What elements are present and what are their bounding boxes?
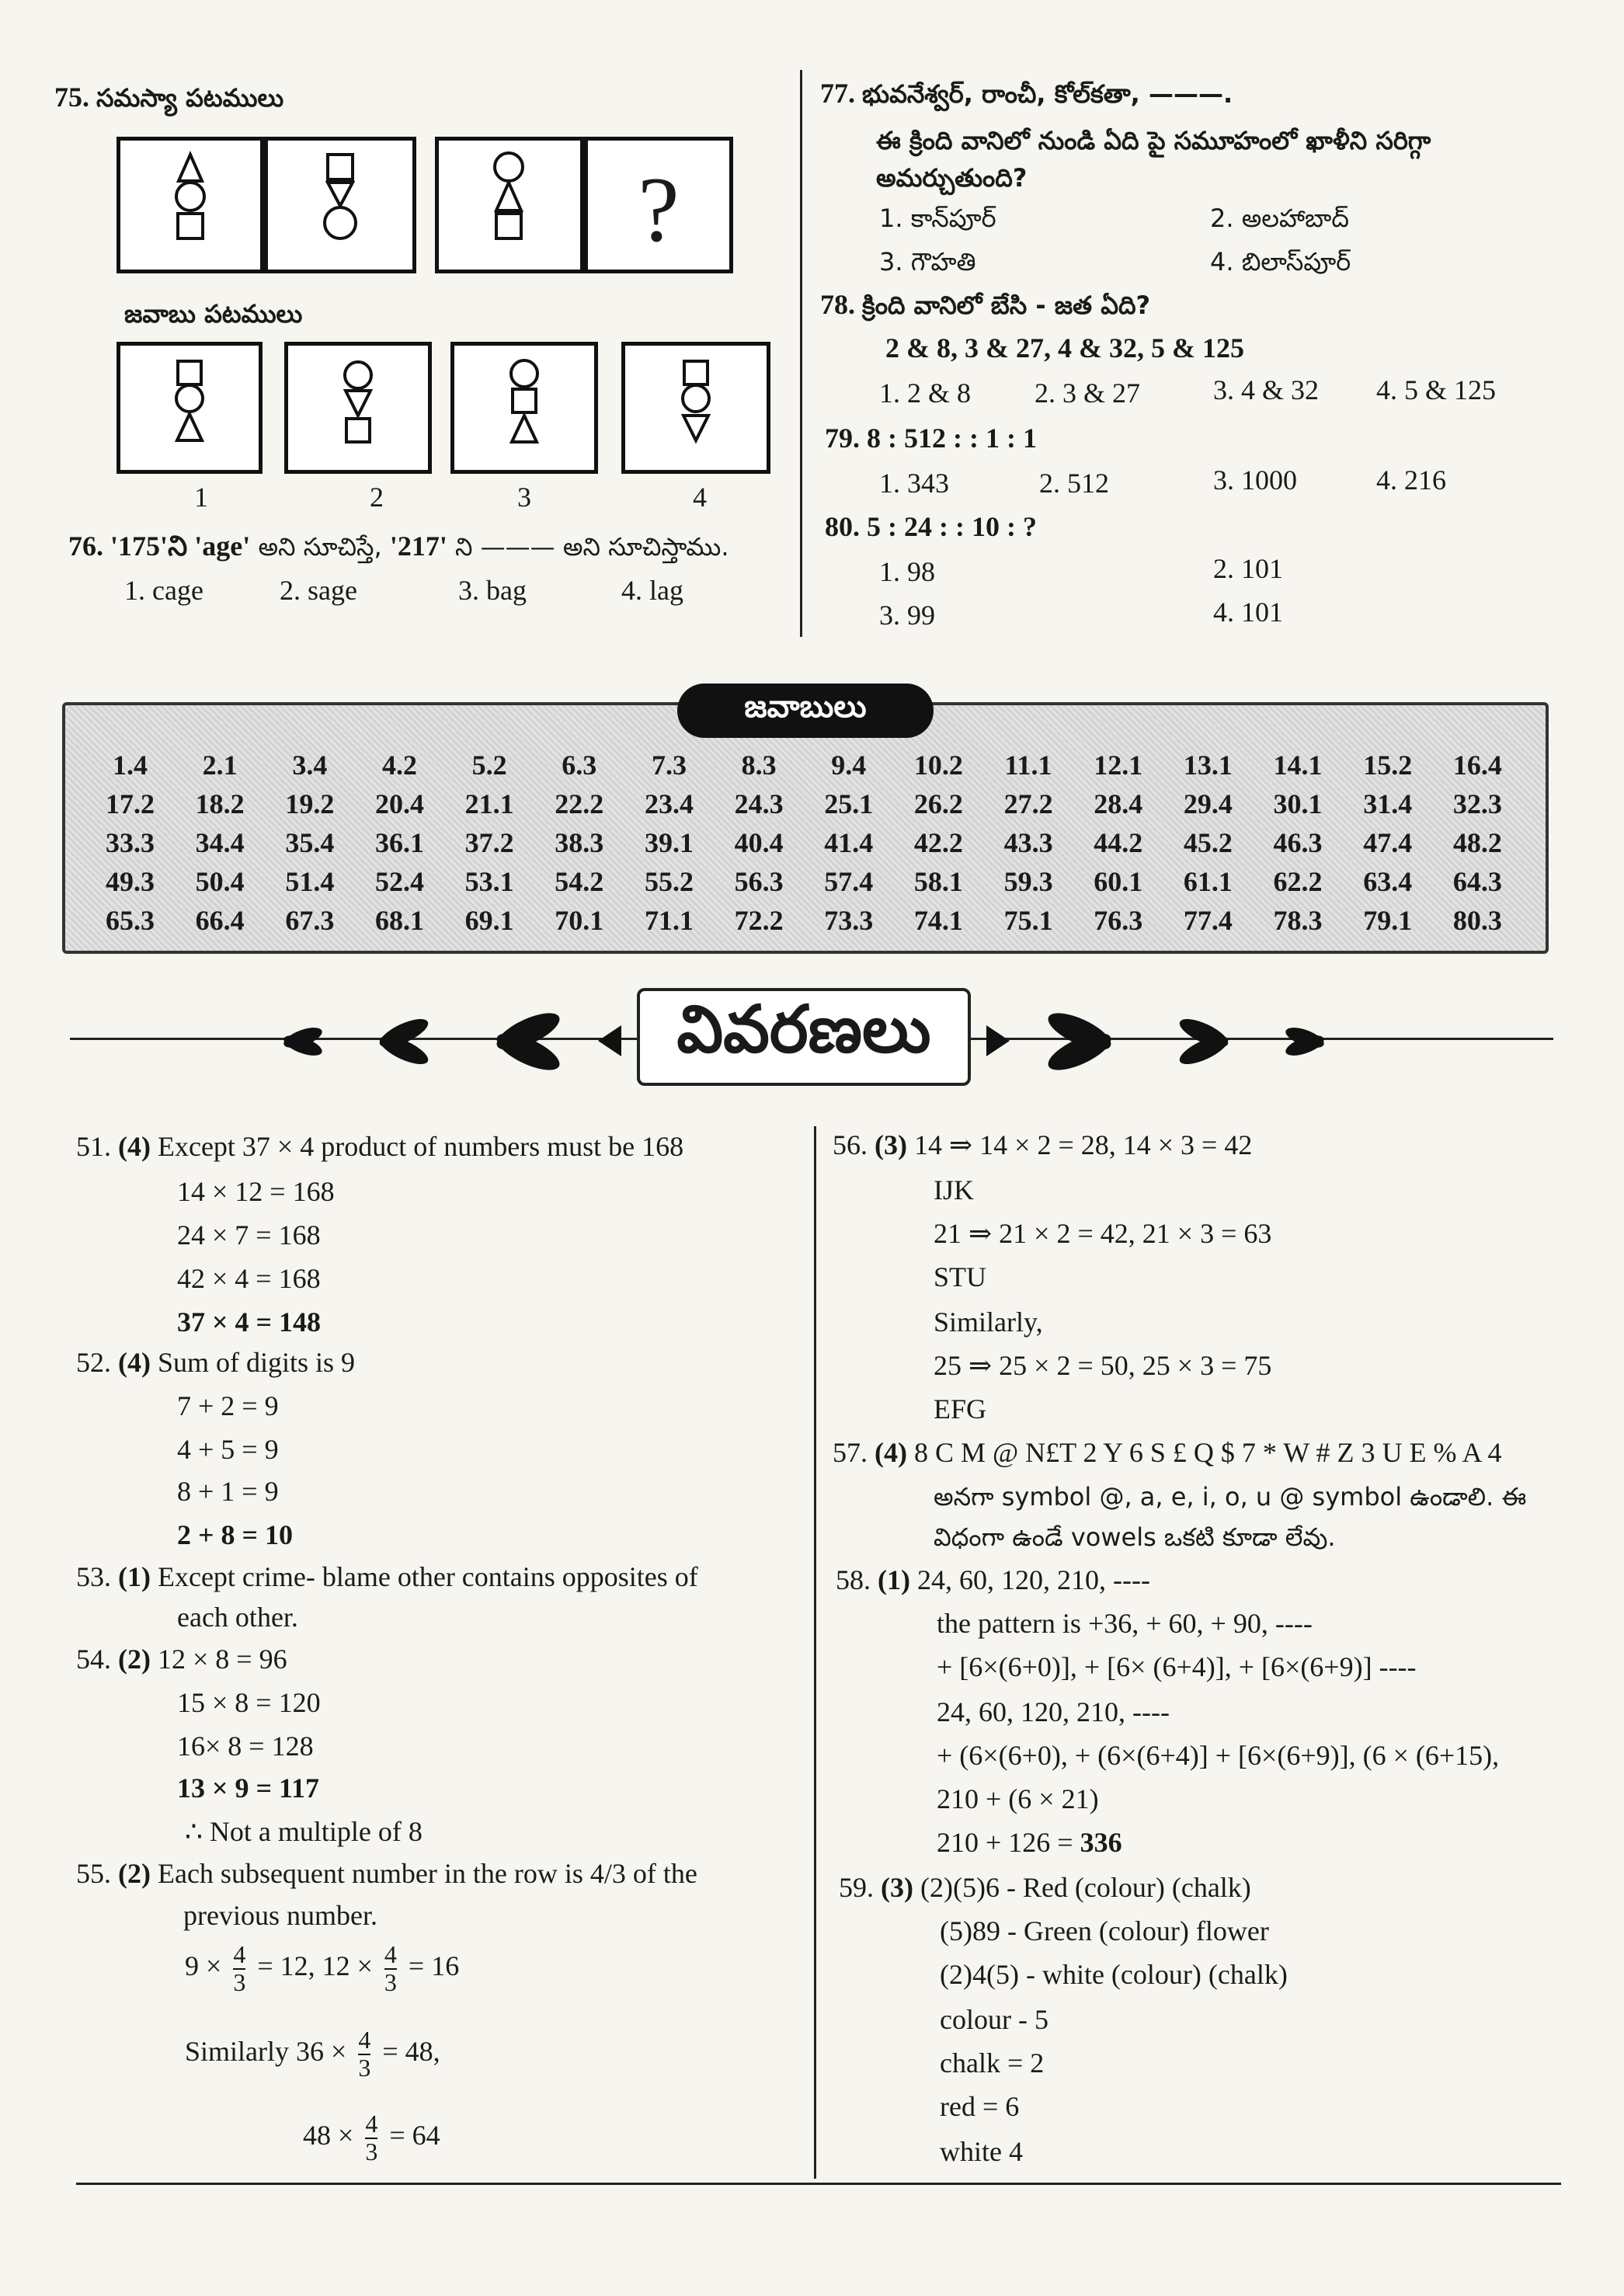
q78-line: 2 & 8, 3 & 27, 4 & 32, 5 & 125 <box>885 332 1244 364</box>
answer-figure-4 <box>621 342 770 474</box>
answer-cell: 79.1 <box>1363 905 1413 936</box>
q78-option: 4. 5 & 125 <box>1376 374 1497 405</box>
answer-cell: 56.3 <box>734 866 784 897</box>
answer-cell: 78.3 <box>1273 905 1323 936</box>
answer-cell: 8.3 <box>741 750 777 781</box>
q77-line: ఈ క్రింది వానిలో నుండి ఏది పై సమూహంలో ఖాళీని సరిగ్గా <box>876 126 1431 155</box>
answer-cell: 28.4 <box>1094 788 1143 819</box>
answer-cell: 45.2 <box>1183 827 1233 858</box>
answer-cell: 5.2 <box>471 750 507 781</box>
explanation-59: 59. (3) (2)(5)6 - Red (colour) (chalk) <box>839 1872 1251 1903</box>
q80-option: 3. 99 <box>879 600 935 631</box>
explanation-58: 58. (1) 24, 60, 120, 210, ---- <box>836 1564 1150 1595</box>
q77-option: 2. అలహాబాద్ <box>1210 204 1349 233</box>
problem-figure-4 <box>584 137 733 273</box>
figure-shapes-icon <box>439 141 580 270</box>
answer-cell: 70.1 <box>555 905 604 936</box>
answer-cell: 74.1 <box>913 905 963 936</box>
explanation-55: 55. (2) Each subsequent number in the row is 4/3 of the <box>76 1858 697 1889</box>
q77-line: అమర్చుతుంది? <box>876 163 1028 193</box>
figure-shapes-icon <box>454 346 594 470</box>
answer-cell: 2.1 <box>202 750 238 781</box>
answer-cell: 51.4 <box>285 866 335 897</box>
answer-cell: 1.4 <box>113 750 148 781</box>
answer-cell: 11.1 <box>1004 750 1052 781</box>
answers-title: జవాబులు <box>677 684 934 738</box>
explanation-53: 53. (1) Except crime- blame other contains opposites of <box>76 1561 698 1592</box>
explanation-line: 15 × 8 = 120 <box>177 1687 321 1718</box>
explanation-line: red = 6 <box>940 2091 1020 2122</box>
answer-cell: 22.2 <box>555 788 604 819</box>
answer-cell: 13.1 <box>1183 750 1233 781</box>
answer-cell: 54.2 <box>555 866 604 897</box>
fraction-equation-1: 9 × $\frac{4}{3}$ = 12, 12 × $\frac{4}{3}$ = 16 <box>185 1940 460 1996</box>
answer-cell: 59.3 <box>1003 866 1053 897</box>
problem-figure-2 <box>264 137 416 273</box>
answer-cell: 20.4 <box>374 788 424 819</box>
fraction: $\frac{4}{3}$ <box>358 2026 371 2082</box>
answer-cell: 27.2 <box>1003 788 1053 819</box>
explanation-line: 210 + (6 × 21) <box>937 1783 1099 1814</box>
answer-cell: 76.3 <box>1094 905 1143 936</box>
answer-cell: 58.1 <box>913 866 963 897</box>
q76-question: 76. '175'ని 'age' అని సూచిస్తే, '217' ని ——— అని సూచిస్తాము. <box>68 531 729 562</box>
bottom-column-divider <box>814 1126 816 2179</box>
answer-cell: 63.4 <box>1363 866 1413 897</box>
explanation-line: 14 × 12 = 168 <box>177 1176 335 1207</box>
explanation-line: 4 + 5 = 9 <box>177 1434 279 1465</box>
explanation-line: (5)89 - Green (colour) flower <box>940 1915 1269 1946</box>
answer-cell: 73.3 <box>824 905 874 936</box>
answer-cell: 32.3 <box>1452 788 1502 819</box>
answer-cell: 15.2 <box>1363 750 1413 781</box>
q79-option: 3. 1000 <box>1213 464 1297 496</box>
explanation-line: + (6×(6+0), + (6×(6+4)] + [6×(6+9)], (6 × (6+15), <box>937 1740 1500 1771</box>
q80-option: 4. 101 <box>1213 597 1283 628</box>
explanation-line: previous number. <box>183 1900 377 1931</box>
explanation-line: 16× 8 = 128 <box>177 1731 314 1762</box>
answer-figure-number: 1 <box>194 482 208 513</box>
explanation-line: విధంగా ఉండే vowels ఒకటి కూడా లేవు. <box>934 1522 1336 1552</box>
problem-figure-3 <box>435 137 584 273</box>
answer-cell: 23.4 <box>644 788 694 819</box>
q79-question: 79. 8 : 512 : : 1 : 1 <box>825 423 1037 454</box>
answer-figure-number: 4 <box>693 482 707 513</box>
q78-option: 3. 4 & 32 <box>1213 374 1320 405</box>
explanation-line: 21 ⇒ 21 × 2 = 42, 21 × 3 = 63 <box>934 1218 1272 1249</box>
q80-option: 1. 98 <box>879 556 935 587</box>
explanation-line: IJK <box>934 1174 974 1205</box>
answer-cell: 60.1 <box>1094 866 1143 897</box>
q77-option: 1. కాన్‌పూర్ <box>879 204 996 233</box>
answer-cell: 12.1 <box>1094 750 1143 781</box>
answer-cell: 72.2 <box>734 905 784 936</box>
answer-cell: 31.4 <box>1363 788 1413 819</box>
explanation-line: 24 × 7 = 168 <box>177 1219 321 1251</box>
q75-heading: 75. సమస్యా పటములు <box>54 82 284 113</box>
answer-cell: 34.4 <box>195 827 245 858</box>
explanation-line: 13 × 9 = 117 <box>177 1772 320 1804</box>
answer-cell: 7.3 <box>651 750 687 781</box>
answer-cell: 3.4 <box>292 750 328 781</box>
answer-cell: 14.1 <box>1273 750 1323 781</box>
answer-cell: 24.3 <box>734 788 784 819</box>
explanation-line: white 4 <box>940 2136 1023 2167</box>
explanation-52: 52. (4) Sum of digits is 9 <box>76 1347 356 1378</box>
answer-cell: 25.1 <box>824 788 874 819</box>
q77-option: 4. బిలాస్‌పూర్ <box>1210 247 1351 277</box>
explanations-title: వివరణలు <box>637 988 971 1086</box>
answer-cell: 55.2 <box>644 866 694 897</box>
problem-figure-1 <box>116 137 264 273</box>
explanation-line: 210 + 126 = 336 <box>937 1827 1122 1858</box>
answer-cell: 42.2 <box>913 827 963 858</box>
answer-figure-2 <box>284 342 432 474</box>
answer-cell: 52.4 <box>374 866 424 897</box>
answer-cell: 47.4 <box>1363 827 1413 858</box>
figure-shapes-icon <box>120 346 259 470</box>
q79-option: 2. 512 <box>1039 468 1109 499</box>
answer-cell: 18.2 <box>195 788 245 819</box>
answer-cell: 9.4 <box>831 750 867 781</box>
answers-row <box>85 901 1522 940</box>
answer-cell: 36.1 <box>374 827 424 858</box>
explanation-line: + [6×(6+0)], + [6× (6+4)], + [6×(6+9)] ---- <box>937 1651 1417 1682</box>
q76-option: 1. cage <box>124 575 203 606</box>
q76-option: 2. sage <box>280 575 357 606</box>
answer-cell: 62.2 <box>1273 866 1323 897</box>
answer-cell: 33.3 <box>106 827 155 858</box>
answers-grid <box>85 746 1522 940</box>
figure-shapes-icon <box>288 346 428 470</box>
answer-cell: 57.4 <box>824 866 874 897</box>
figure-shapes-icon <box>120 141 260 270</box>
answer-cell: 39.1 <box>644 827 694 858</box>
answer-cell: 30.1 <box>1273 788 1323 819</box>
explanation-line: 25 ⇒ 25 × 2 = 50, 25 × 3 = 75 <box>934 1350 1272 1381</box>
ornament-right-icon <box>971 1002 1351 1080</box>
q78-option: 1. 2 & 8 <box>879 377 972 409</box>
answer-cell: 4.2 <box>381 750 417 781</box>
fraction-equation-3: 48 × $\frac{4}{3}$ = 64 <box>303 2110 440 2166</box>
explanation-line: 37 × 4 = 148 <box>177 1306 322 1338</box>
answer-figure-number: 2 <box>370 482 384 513</box>
ornament-left-icon <box>256 1002 637 1080</box>
answer-cell: 21.1 <box>464 788 514 819</box>
q75-answer-label: జవాబు పటములు <box>124 299 303 329</box>
explanation-line: (2)4(5) - white (colour) (chalk) <box>940 1959 1288 1990</box>
q79-option: 1. 343 <box>879 468 949 499</box>
answer-cell: 37.2 <box>464 827 514 858</box>
bottom-rule <box>76 2183 1561 2185</box>
answer-cell: 77.4 <box>1183 905 1233 936</box>
answer-cell: 49.3 <box>106 866 155 897</box>
answer-cell: 65.3 <box>106 905 155 936</box>
answer-cell: 38.3 <box>555 827 604 858</box>
explanation-line: 7 + 2 = 9 <box>177 1390 279 1421</box>
answer-cell: 16.4 <box>1452 750 1502 781</box>
answer-cell: 35.4 <box>285 827 335 858</box>
fraction-equation-2: Similarly 36 × $\frac{4}{3}$ = 48, <box>185 2026 440 2082</box>
answer-cell: 50.4 <box>195 866 245 897</box>
answer-cell: 6.3 <box>562 750 597 781</box>
explanation-line: colour - 5 <box>940 2004 1048 2035</box>
answer-cell: 68.1 <box>374 905 424 936</box>
answer-figure-1 <box>116 342 263 474</box>
q77-option: 3. గౌహతి <box>879 247 976 277</box>
explanation-line: 42 × 4 = 168 <box>177 1263 321 1294</box>
fraction: $\frac{4}{3}$ <box>365 2110 378 2166</box>
top-column-divider <box>800 70 802 637</box>
q79-option: 4. 216 <box>1376 464 1446 496</box>
answer-cell: 48.2 <box>1452 827 1502 858</box>
explanation-57: 57. (4) 8 C M @ N£T 2 Y 6 S £ Q $ 7 * W # Z 3 U E % A 4 <box>833 1437 1502 1468</box>
fraction: $\frac{4}{3}$ <box>233 1940 246 1996</box>
explanation-line: EFG <box>934 1393 987 1425</box>
explanation-56: 56. (3) 14 ⇒ 14 × 2 = 28, 14 × 3 = 42 <box>833 1129 1253 1160</box>
explanation-line: STU <box>934 1261 987 1292</box>
explanation-54: 54. (2) 12 × 8 = 96 <box>76 1644 287 1675</box>
explanation-line: Similarly, <box>934 1306 1043 1338</box>
answer-cell: 46.3 <box>1273 827 1323 858</box>
explanation-51: 51. (4) Except 37 × 4 product of numbers must be 168 <box>76 1131 684 1162</box>
answers-row <box>85 746 1522 784</box>
figure-shapes-icon <box>268 141 412 270</box>
answer-cell: 75.1 <box>1003 905 1053 936</box>
explanation-line: chalk = 2 <box>940 2047 1045 2079</box>
q76-option: 4. lag <box>621 575 683 606</box>
answer-cell: 29.4 <box>1183 788 1233 819</box>
answer-cell: 53.1 <box>464 866 514 897</box>
answer-cell: 67.3 <box>285 905 335 936</box>
fraction: $\frac{4}{3}$ <box>384 1940 397 1996</box>
q77-question: 77. భువనేశ్వర్, రాంచీ, కోల్‌కతా, ———. <box>820 78 1233 109</box>
answer-cell: 44.2 <box>1094 827 1143 858</box>
question-mark: ? <box>638 158 680 261</box>
answer-cell: 61.1 <box>1183 866 1233 897</box>
answers-row <box>85 784 1522 823</box>
answer-cell: 40.4 <box>734 827 784 858</box>
explanation-line: 24, 60, 120, 210, ---- <box>937 1696 1170 1727</box>
explanation-line: the pattern is +36, + 60, + 90, ---- <box>937 1608 1313 1639</box>
answer-cell: 19.2 <box>285 788 335 819</box>
answers-row <box>85 823 1522 862</box>
answer-cell: 64.3 <box>1452 866 1502 897</box>
q80-question: 80. 5 : 24 : : 10 : ? <box>825 511 1037 542</box>
explanation-line: 8 + 1 = 9 <box>177 1476 279 1507</box>
explanation-line: ∴ Not a multiple of 8 <box>185 1816 423 1847</box>
q76-option: 3. bag <box>458 575 527 606</box>
explanation-line: each other. <box>177 1602 298 1633</box>
answer-cell: 80.3 <box>1452 905 1502 936</box>
q78-question: 78. క్రింది వానిలో బేసి - జత ఏది? <box>820 289 1151 320</box>
answer-figure-number: 3 <box>517 482 531 513</box>
answer-cell: 10.2 <box>913 750 963 781</box>
answer-cell: 66.4 <box>195 905 245 936</box>
figure-shapes-icon <box>625 346 767 470</box>
answer-cell: 17.2 <box>106 788 155 819</box>
explanation-line: అనగా symbol @, a, e, i, o, u @ symbol ఉండాలి. ఈ <box>934 1482 1527 1512</box>
answer-cell: 41.4 <box>824 827 874 858</box>
answer-cell: 26.2 <box>913 788 963 819</box>
answer-cell: 43.3 <box>1003 827 1053 858</box>
answer-figure-3 <box>450 342 598 474</box>
explanation-line: 2 + 8 = 10 <box>177 1519 294 1550</box>
answer-cell: 69.1 <box>464 905 514 936</box>
answer-cell: 71.1 <box>644 905 694 936</box>
q80-option: 2. 101 <box>1213 553 1283 584</box>
q78-option: 2. 3 & 27 <box>1035 377 1141 409</box>
answers-row <box>85 862 1522 901</box>
